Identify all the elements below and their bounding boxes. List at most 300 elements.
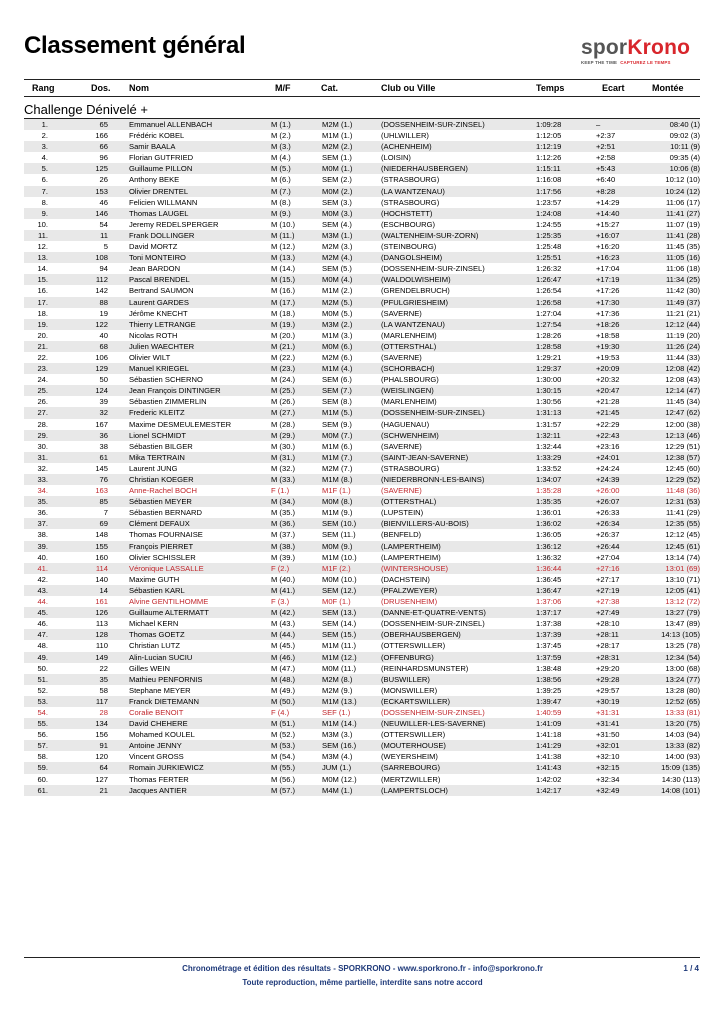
cell-temps: 1:27:04 (536, 308, 562, 318)
cell-cat: SEF (1.) (322, 707, 351, 717)
col-montee: Montée (652, 83, 684, 93)
cell-club: (UHLWILLER) (381, 131, 429, 141)
cell-mf: M (2.) (271, 131, 291, 141)
cell-mf: M (27.) (271, 408, 296, 418)
cell-nom: Alin-Lucian SUCIU (129, 652, 193, 662)
cell-mf: M (37.) (271, 530, 296, 540)
cell-dos: 128 (95, 630, 108, 640)
table-row (24, 174, 700, 185)
cell-montee: 11:06 (17) (665, 197, 700, 207)
cell-cat: M3M (4.) (322, 752, 353, 762)
page-title: Classement général (24, 32, 246, 59)
cell-dos: 161 (95, 597, 108, 607)
cell-nom: Toni MONTEIRO (129, 253, 186, 263)
cell-nom: Jacques ANTIER (129, 785, 187, 795)
cell-nom: Thomas GOETZ (129, 630, 185, 640)
table-row (24, 396, 700, 407)
cell-rang: 50. (37, 663, 48, 673)
cell-cat: JUM (1.) (322, 763, 352, 773)
cell-nom: David MORTZ (129, 242, 178, 252)
cell-club: (STRASBOURG) (381, 175, 440, 185)
table-row (24, 629, 700, 640)
cell-nom: Laurent GARDES (129, 297, 189, 307)
table-row (24, 241, 700, 252)
table-row (24, 297, 700, 308)
cell-temps: 1:30:56 (536, 397, 562, 407)
cell-cat: SEM (1.) (322, 153, 352, 163)
cell-club: (LUPSTEIN) (381, 508, 424, 518)
cell-rang: 59. (37, 763, 48, 773)
cell-nom: Emmanuel ALLENBACH (129, 120, 213, 129)
table-row (24, 407, 700, 418)
cell-temps: 1:31:13 (536, 408, 562, 418)
cell-rang: 29. (37, 430, 48, 440)
cell-temps: 1:41:09 (536, 719, 562, 729)
cell-temps: 1:29:21 (536, 352, 562, 362)
cell-club: (LAMPERTSLOCH) (381, 785, 448, 795)
table-row (24, 640, 700, 651)
cell-mf: M (42.) (271, 608, 296, 618)
cell-ecart: +23:16 (596, 441, 620, 451)
cell-dos: 36 (99, 430, 108, 440)
col-cat: Cat. (321, 83, 339, 93)
cell-rang: 23. (37, 364, 48, 374)
cell-cat: M0M (11.) (322, 663, 357, 673)
cell-dos: 120 (95, 752, 108, 762)
cell-club: (MARLENHEIM) (381, 397, 437, 407)
cell-cat: M0M (10.) (322, 574, 357, 584)
cell-cat: M1M (5.) (322, 408, 353, 418)
cell-dos: 155 (95, 541, 108, 551)
cell-mf: M (38.) (271, 541, 296, 551)
cell-ecart: +28:11 (596, 630, 619, 640)
cell-mf: M (8.) (271, 197, 291, 207)
cell-nom: Alvine GENTILHOMME (129, 597, 209, 607)
table-row (24, 774, 700, 785)
cell-temps: 1:12:05 (536, 131, 562, 141)
cell-dos: 65 (99, 120, 108, 129)
cell-cat: M2M (3.) (322, 242, 353, 252)
cell-cat: M1M (12.) (322, 652, 357, 662)
cell-mf: M (12.) (271, 242, 296, 252)
cell-dos: 96 (99, 153, 108, 163)
cell-dos: 110 (95, 641, 108, 651)
cell-rang: 42. (37, 574, 48, 584)
cell-mf: M (35.) (271, 508, 296, 518)
cell-rang: 39. (37, 541, 48, 551)
cell-temps: 1:36:05 (536, 530, 562, 540)
cell-montee: 15:09 (135) (661, 763, 700, 773)
cell-ecart: +16:07 (596, 230, 620, 240)
cell-club: (LOISIN) (381, 153, 411, 163)
cell-montee: 14:08 (101) (661, 785, 700, 795)
cell-mf: M (11.) (271, 230, 295, 240)
cell-cat: SEM (14.) (322, 619, 357, 629)
cell-mf: M (30.) (271, 441, 296, 451)
cell-rang: 60. (37, 774, 48, 784)
cell-club: (WINTERSHOUSE) (381, 563, 449, 573)
table-row (24, 707, 700, 718)
cell-nom: Anthony BEKE (129, 175, 180, 185)
cell-montee: 11:41 (28) (665, 230, 700, 240)
cell-club: (NIEDERHAUSBERGEN) (381, 164, 468, 174)
cell-mf: M (34.) (271, 497, 296, 507)
cell-montee: 11:41 (29) (665, 508, 700, 518)
cell-dos: 113 (95, 619, 108, 629)
table-row (24, 263, 700, 274)
cell-ecart: +14:29 (596, 197, 620, 207)
table-row (24, 308, 700, 319)
cell-dos: 94 (99, 264, 108, 274)
cell-nom: Florian GUTFRIED (129, 153, 194, 163)
cell-rang: 25. (37, 386, 48, 396)
cell-montee: 13:33 (81) (665, 707, 700, 717)
table-row (24, 252, 700, 263)
cell-ecart: +26:07 (596, 497, 620, 507)
cell-nom: Thomas LAUGEL (129, 208, 189, 218)
cell-montee: 13:24 (77) (665, 674, 700, 684)
cell-ecart: +31:50 (596, 730, 620, 740)
cell-cat: M3M (3.) (322, 730, 353, 740)
cell-temps: 1:36:01 (536, 508, 562, 518)
footer-credits: Chronométrage et édition des résultats - SPORKRONO - www.sporkrono.fr - info@sporkrono.fr (182, 964, 543, 973)
cell-montee: 12:29 (51) (665, 441, 700, 451)
cell-cat: M0M (2.) (322, 186, 353, 196)
cell-nom: Guillaume ALTERMATT (129, 608, 209, 618)
cell-nom: François PIERRET (129, 541, 194, 551)
cell-club: (MONSWILLER) (381, 685, 438, 695)
footer-copyright: Toute reproduction, même partielle, interdite sans notre accord (242, 978, 483, 987)
cell-montee: 12:05 (41) (665, 585, 700, 595)
cell-montee: 12:08 (42) (665, 364, 700, 374)
page-number: 1 / 4 (683, 964, 699, 973)
cell-rang: 43. (37, 585, 48, 595)
cell-montee: 14:03 (94) (665, 730, 700, 740)
cell-dos: 7 (103, 508, 108, 518)
cell-rang: 58. (37, 752, 48, 762)
cell-nom: Samir BAALA (129, 142, 176, 152)
cell-club: (SAVERNE) (381, 308, 422, 318)
cell-dos: 153 (95, 186, 108, 196)
cell-club: (MOUTERHOUSE) (381, 741, 446, 751)
cell-nom: Sébastien ZIMMERLIN (129, 397, 207, 407)
cell-temps: 1:27:54 (536, 319, 562, 329)
cell-nom: Mohamed KOULEL (129, 730, 195, 740)
cell-ecart: +26:33 (596, 508, 620, 518)
cell-mf: M (16.) (271, 286, 296, 296)
cell-montee: 13:28 (80) (665, 685, 700, 695)
cell-montee: 11:19 (20) (665, 330, 700, 340)
cell-temps: 1:37:45 (536, 641, 562, 651)
table-row (24, 319, 700, 330)
cell-cat: M1F (2.) (322, 563, 351, 573)
cell-rang: 22. (37, 352, 48, 362)
cell-montee: 12:34 (54) (665, 652, 700, 662)
cell-mf: F (3.) (271, 597, 290, 607)
cell-ecart: +21:28 (596, 397, 620, 407)
cell-rang: 45. (37, 608, 48, 618)
cell-club: (OTTERSTHAL) (381, 341, 437, 351)
cell-temps: 1:33:29 (536, 452, 562, 462)
cell-rang: 28. (37, 419, 48, 429)
cell-temps: 1:39:25 (536, 685, 562, 695)
cell-dos: 126 (95, 608, 108, 618)
cell-rang: 10. (37, 219, 48, 229)
table-row (24, 552, 700, 563)
cell-rang: 27. (37, 408, 48, 418)
cell-nom: Bertrand SAUMON (129, 286, 194, 296)
cell-montee: 12:00 (38) (665, 419, 700, 429)
cell-ecart: +32:49 (596, 785, 620, 795)
cell-dos: 91 (99, 741, 108, 751)
cell-temps: 1:37:17 (536, 608, 562, 618)
cell-rang: 11. (38, 230, 48, 240)
col-mf: M/F (275, 83, 291, 93)
cell-ecart: +21:45 (596, 408, 620, 418)
cell-cat: M2M (6.) (322, 352, 353, 362)
cell-temps: 1:25:48 (536, 242, 562, 252)
cell-dos: 5 (103, 242, 108, 252)
cell-rang: 55. (37, 719, 48, 729)
cell-club: (WEISLINGEN) (381, 386, 434, 396)
cell-mf: M (13.) (271, 253, 296, 263)
cell-montee: 12:45 (61) (665, 541, 700, 551)
cell-montee: 11:44 (33) (665, 352, 700, 362)
cell-nom: Sébastien BILGER (129, 441, 193, 451)
cell-mf: M (4.) (271, 153, 291, 163)
cell-dos: 160 (95, 552, 108, 562)
cell-dos: 32 (99, 408, 108, 418)
cell-dos: 114 (95, 563, 108, 573)
cell-nom: Frank DOLLINGER (129, 230, 195, 240)
cell-rang: 57. (37, 741, 48, 751)
cell-montee: 13:20 (75) (665, 719, 700, 729)
cell-montee: 13:27 (79) (665, 608, 700, 618)
cell-club: (STRASBOURG) (381, 197, 440, 207)
cell-rang: 51. (37, 674, 48, 684)
col-rang: Rang (32, 83, 55, 93)
col-dos: Dos. (91, 83, 111, 93)
cell-cat: M0M (4.) (322, 275, 353, 285)
cell-dos: 129 (95, 364, 108, 374)
cell-temps: 1:25:51 (536, 253, 562, 263)
cell-rang: 3. (41, 142, 48, 152)
cell-cat: M0M (9.) (322, 541, 353, 551)
cell-club: (STEINBOURG) (381, 242, 437, 252)
cell-cat: M3M (1.) (322, 230, 353, 240)
cell-cat: M1M (6.) (322, 441, 353, 451)
cell-montee: 10:12 (10) (665, 175, 700, 185)
cell-club: (SCHWENHEIM) (381, 430, 439, 440)
cell-cat: M2M (9.) (322, 685, 353, 695)
cell-dos: 26 (99, 175, 108, 185)
cell-nom: Guillaume PILLON (129, 164, 193, 174)
cell-rang: 34. (37, 486, 48, 496)
cell-cat: M1F (1.) (322, 486, 351, 496)
cell-ecart: +15:27 (596, 219, 620, 229)
cell-temps: 1:30:15 (536, 386, 562, 396)
cell-club: (LAMPERTHEIM) (381, 552, 441, 562)
table-row (24, 518, 700, 529)
table-row (24, 141, 700, 152)
cell-temps: 1:36:32 (536, 552, 562, 562)
cell-rang: 53. (37, 696, 48, 706)
cell-ecart: +29:57 (596, 685, 620, 695)
cell-montee: 10:11 (9) (670, 142, 700, 152)
cell-temps: 1:26:47 (536, 275, 562, 285)
table-row (24, 219, 700, 230)
cell-mf: M (18.) (271, 308, 296, 318)
cell-dos: 21 (99, 785, 108, 795)
cell-ecart: +29:28 (596, 674, 620, 684)
cell-club: (BIENVILLERS-AU-BOIS) (381, 519, 469, 529)
cell-dos: 66 (99, 142, 108, 152)
cell-cat: M1M (3.) (322, 330, 353, 340)
cell-montee: 12:12 (45) (665, 530, 700, 540)
cell-montee: 12:47 (62) (665, 408, 700, 418)
table-row (24, 541, 700, 552)
cell-montee: 11:06 (18) (665, 264, 700, 274)
cell-mf: M (20.) (271, 330, 296, 340)
cell-club: (LAMPERTHEIM) (381, 541, 441, 551)
cell-ecart: +32:34 (596, 774, 620, 784)
cell-mf: M (15.) (271, 275, 296, 285)
cell-nom: Julien WAECHTER (129, 341, 195, 351)
cell-temps: 1:37:38 (536, 619, 562, 629)
cell-ecart: +26:44 (596, 541, 620, 551)
cell-mf: M (47.) (271, 663, 296, 673)
cell-dos: 85 (99, 497, 108, 507)
cell-rang: 44. (37, 597, 48, 607)
cell-cat: SEM (12.) (322, 585, 357, 595)
cell-rang: 30. (37, 441, 48, 451)
cell-club: (SCHORBACH) (381, 364, 435, 374)
cell-ecart: +14:40 (596, 208, 620, 218)
cell-cat: M1M (10.) (322, 552, 357, 562)
cell-montee: 10:06 (8) (669, 164, 700, 174)
cell-temps: 1:34:07 (536, 475, 562, 484)
cell-ecart: +19:53 (596, 352, 620, 362)
cell-montee: 12:31 (53) (665, 497, 700, 507)
cell-nom: Christian KOEGER (129, 475, 194, 484)
cell-ecart: +27:16 (596, 563, 620, 573)
cell-club: (NEUWILLER-LES-SAVERNE) (381, 719, 486, 729)
table-row (24, 685, 700, 696)
cell-dos: 64 (99, 763, 108, 773)
cell-montee: 12:12 (44) (665, 319, 700, 329)
cell-temps: 1:37:59 (536, 652, 562, 662)
col-ecart: Ecart (602, 83, 625, 93)
table-row (24, 507, 700, 518)
cell-rang: 16. (37, 286, 48, 296)
cell-dos: 28 (99, 707, 108, 717)
cell-montee: 12:52 (65) (665, 696, 700, 706)
cell-mf: M (26.) (271, 397, 296, 407)
cell-ecart: +17:04 (596, 264, 620, 274)
cell-dos: 127 (95, 774, 108, 784)
cell-temps: 1:32:44 (536, 441, 562, 451)
cell-temps: 1:26:32 (536, 264, 562, 274)
cell-montee: 12:13 (46) (665, 430, 700, 440)
cell-montee: 12:35 (55) (665, 519, 700, 529)
cell-club: (PFALZWEYER) (381, 585, 438, 595)
table-row (24, 341, 700, 352)
cell-cat: M0F (1.) (322, 597, 351, 607)
cell-rang: 6. (41, 175, 48, 185)
cell-mf: M (52.) (271, 730, 296, 740)
cell-rang: 24. (37, 375, 48, 385)
cell-montee: 08:40 (1) (669, 120, 700, 129)
cell-cat: M1M (9.) (322, 508, 353, 518)
cell-montee: 13:14 (74) (665, 552, 700, 562)
cell-rang: 1. (41, 120, 48, 129)
cell-montee: 13:33 (82) (665, 741, 700, 751)
cell-ecart: +27:49 (596, 608, 620, 618)
cell-cat: SEM (5.) (322, 264, 352, 274)
cell-nom: Maxime GUTH (129, 574, 180, 584)
cell-ecart: +18:58 (596, 330, 620, 340)
cell-rang: 61. (37, 785, 48, 795)
cell-dos: 68 (99, 341, 108, 351)
cell-cat: SEM (11.) (322, 530, 356, 540)
table-row (24, 463, 700, 474)
cell-mf: M (21.) (271, 341, 296, 351)
cell-temps: 1:41:43 (536, 763, 562, 773)
cell-cat: M2M (2.) (322, 142, 353, 152)
col-temps: Temps (536, 83, 565, 93)
logo-text-dark: spor (581, 36, 628, 59)
table-row (24, 441, 700, 452)
cell-mf: M (10.) (271, 219, 296, 229)
cell-temps: 1:24:55 (536, 219, 562, 229)
cell-nom: Sébastien SCHERNO (129, 375, 203, 385)
cell-dos: 166 (95, 131, 108, 141)
cell-club: (OBERHAUSBERGEN) (381, 630, 461, 640)
cell-dos: 19 (99, 308, 108, 318)
table-row (24, 607, 700, 618)
logo-text-accent: Krono (627, 36, 691, 59)
cell-dos: 46 (99, 197, 108, 207)
cell-dos: 142 (95, 286, 108, 296)
cell-ecart: +26:00 (596, 486, 620, 496)
cell-temps: 1:40:59 (536, 707, 562, 717)
cell-cat: M1M (13.) (322, 696, 357, 706)
cell-dos: 14 (99, 585, 108, 595)
cell-ecart: +19:30 (596, 341, 620, 351)
cell-rang: 17. (37, 297, 48, 307)
cell-ecart: +2:37 (596, 131, 616, 141)
col-nom: Nom (129, 83, 149, 93)
cell-dos: 40 (99, 330, 108, 340)
table-row (24, 563, 700, 574)
cell-cat: M2M (1.) (322, 120, 353, 129)
cell-ecart: +20:09 (596, 364, 620, 374)
cell-mf: M (1.) (271, 120, 291, 129)
cell-mf: M (57.) (271, 785, 296, 795)
cell-ecart: +28:31 (596, 652, 620, 662)
cell-nom: Frederic KLEITZ (129, 408, 185, 418)
cell-mf: M (22.) (271, 352, 296, 362)
cell-mf: M (3.) (271, 142, 291, 152)
cell-cat: SEM (3.) (322, 197, 352, 207)
cell-club: (MARLENHEIM) (381, 330, 437, 340)
cell-ecart: +32:10 (596, 752, 620, 762)
cell-montee: 11:21 (21) (665, 308, 700, 318)
cell-ecart: +22:43 (596, 430, 620, 440)
cell-dos: 108 (95, 253, 108, 263)
cell-montee: 12:14 (47) (665, 386, 700, 396)
cell-dos: 140 (95, 574, 108, 584)
